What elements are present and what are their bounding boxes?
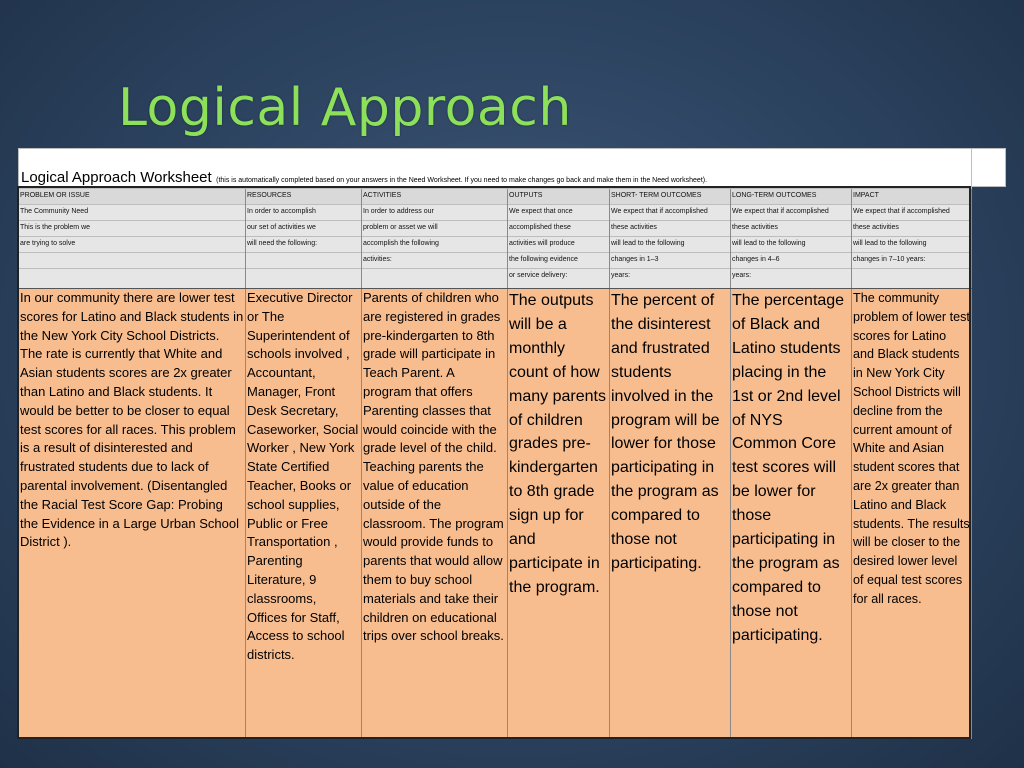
short-term-text: The percent of the disinterest and frustrated students involved in the program will be lower for those participating in the program as compared to those not participating. xyxy=(611,292,720,572)
header-cell: The Community Need xyxy=(19,205,246,221)
header-row xyxy=(19,237,972,253)
header-cell: changes in 7–10 years: xyxy=(852,253,972,269)
worksheet-title-row xyxy=(19,149,972,189)
header-row xyxy=(19,189,972,205)
long-term-cell xyxy=(731,289,852,739)
header-cell: years: xyxy=(610,269,731,289)
header-cell: will lead to the following xyxy=(610,237,731,253)
outputs-cell xyxy=(508,289,610,739)
header-cell: will need the following: xyxy=(246,237,362,253)
header-cell xyxy=(19,269,246,289)
header-cell: accomplished these xyxy=(508,221,610,237)
header-cell: We expect that if accomplished xyxy=(852,205,972,221)
header-cell: This is the problem we xyxy=(19,221,246,237)
header-cell: or service delivery: xyxy=(508,269,610,289)
header-cell: will lead to the following xyxy=(852,237,972,253)
header-cell: the following evidence xyxy=(508,253,610,269)
impact-cell xyxy=(852,289,972,739)
header-cell: In order to address our xyxy=(362,205,508,221)
outputs-text: The outputs will be a monthly count of how many parents of children grades pre-kindergarten to 8th grade sign up for and participate in the program. xyxy=(509,292,606,596)
header-row xyxy=(19,205,972,221)
header-cell xyxy=(19,253,246,269)
header-cell: SHORT- TERM OUTCOMES xyxy=(610,189,731,205)
header-cell: these activities xyxy=(852,221,972,237)
header-cell: OUTPUTS xyxy=(508,189,610,205)
worksheet-title-cell xyxy=(19,149,972,189)
header-cell: these activities xyxy=(610,221,731,237)
header-cell: activities: xyxy=(362,253,508,269)
header-cell: PROBLEM OR ISSUE xyxy=(19,189,246,205)
activities-cell xyxy=(362,289,508,739)
resources-text: Executive Director or The Superintendent of schools involved , Accountant, Manager, Front Desk Secretary, Caseworker, Social Worker , New York State Certified Teacher, Books or school supplies, Public or Free Transportation , Parenting Literature, 9 classrooms, Offices for Staff, Access to school districts. xyxy=(247,290,359,663)
header-cell: activities will produce xyxy=(508,237,610,253)
header-cell: these activities xyxy=(731,221,852,237)
slide-title: Logical Approach xyxy=(118,78,572,138)
header-cell: accomplish the following xyxy=(362,237,508,253)
header-cell: ACTIVITIES xyxy=(362,189,508,205)
header-cell xyxy=(362,269,508,289)
header-cell: problem or asset we will xyxy=(362,221,508,237)
header-cell: years: xyxy=(731,269,852,289)
header-cell: changes in 4–6 xyxy=(731,253,852,269)
header-cell: our set of activities we xyxy=(246,221,362,237)
header-cell xyxy=(246,269,362,289)
header-row xyxy=(19,253,972,269)
worksheet-body-row xyxy=(19,289,972,739)
activities-text: Parents of children who are registered in grades pre-kindergarten to 8th grade will participate in Teach Parent. A program that offers Parenting classes that would coincide with the grade level of the child. Teaching parents the value of education outside of the classroom. The program would provide funds to parents that would allow them to buy school materials and take their children on educational trips over school breaks. xyxy=(363,290,504,644)
header-cell: LONG-TERM OUTCOMES xyxy=(731,189,852,205)
worksheet-note: (this is automatically completed based on your answers in the Need Worksheet. If you need to make changes go back and make them in the Need worksheet). xyxy=(216,177,708,184)
worksheet-title: Logical Approach Worksheet xyxy=(21,169,212,186)
header-cell: In order to accomplish xyxy=(246,205,362,221)
header-cell: We expect that once xyxy=(508,205,610,221)
resources-cell xyxy=(246,289,362,739)
short-term-cell xyxy=(610,289,731,739)
header-cell: IMPACT xyxy=(852,189,972,205)
header-cell xyxy=(246,253,362,269)
header-row xyxy=(19,269,972,289)
header-cell: We expect that if accomplished xyxy=(610,205,731,221)
logic-model-worksheet xyxy=(18,148,972,739)
header-cell: are trying to solve xyxy=(19,237,246,253)
header-row xyxy=(19,221,972,237)
worksheet-header-extension xyxy=(970,148,1006,187)
header-cell: will lead to the following xyxy=(731,237,852,253)
header-cell: changes in 1–3 xyxy=(610,253,731,269)
problem-cell xyxy=(19,289,246,739)
header-cell: RESOURCES xyxy=(246,189,362,205)
header-cell xyxy=(852,269,972,289)
long-term-text: The percentage of Black and Latino students placing in the 1st or 2nd level of NYS Common Core test scores will be lower for those participating in the program as compared to those not participating. xyxy=(732,292,845,644)
impact-text: The community problem of lower test scores for Latino and Black students in New York City School Districts will decline from the current amount of White and Asian student scores that are 2x greater than Latino and Black students. The results will be closer to the desired lower level of equal test scores for all races. xyxy=(853,291,970,606)
header-cell: We expect that if accomplished xyxy=(731,205,852,221)
problem-text: In our community there are lower test scores for Latino and Black students in the New York City School Districts. The rate is currently that White and Asian students scores are 2x greater than Latino and Black students. It would be better to be closer to equal test scores for all races. This problem is a result of disinterested and frustrated students due to lack of parental involvement. (Disentangled the Racial Test Score Gap: Probing the Evidence in a Large Urban School District ). xyxy=(20,290,244,550)
